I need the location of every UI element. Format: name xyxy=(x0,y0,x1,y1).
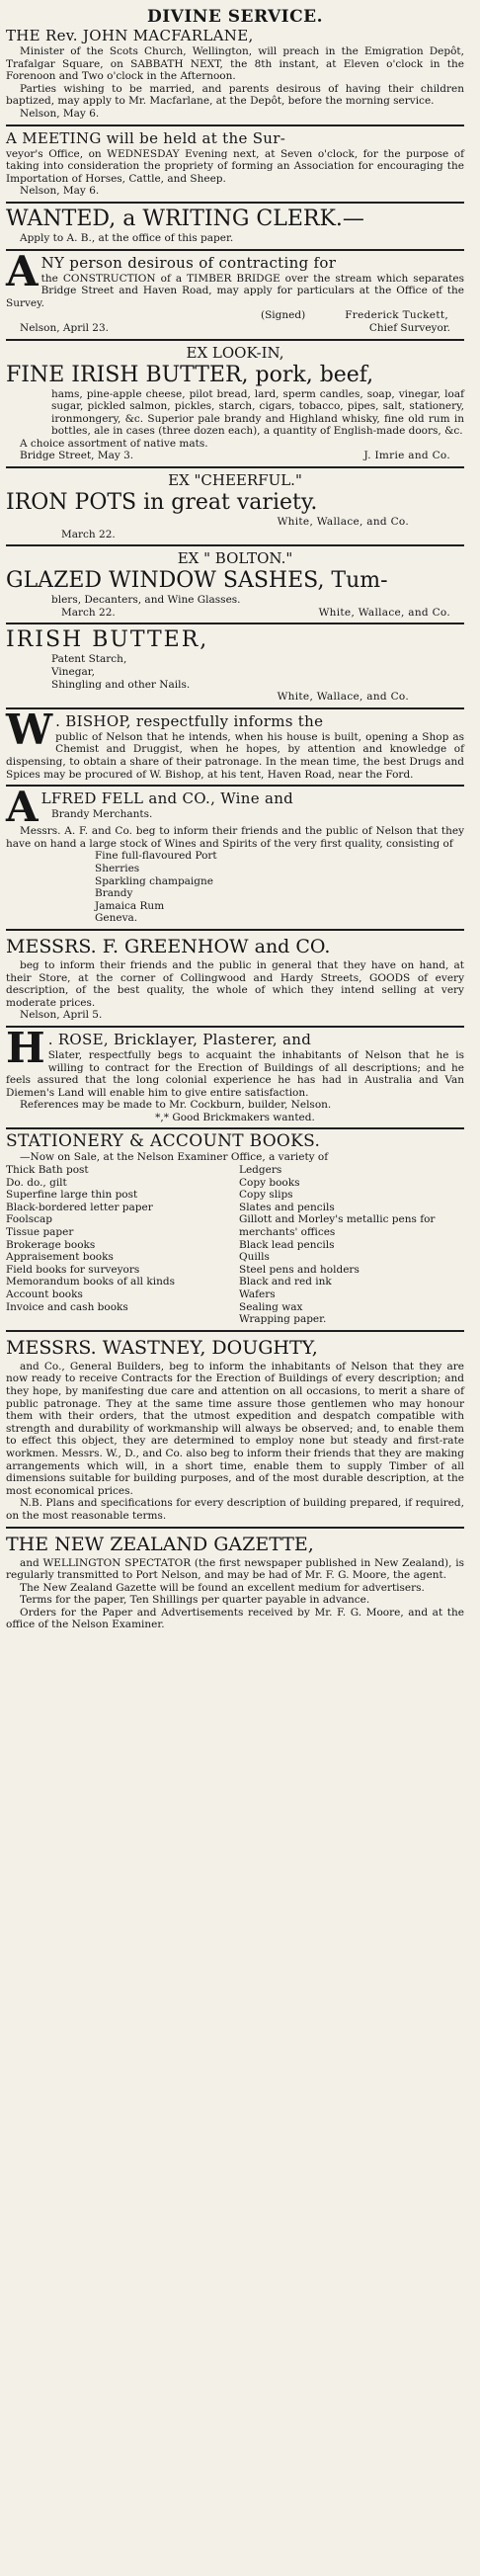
signer-role: Chief Surveyor. xyxy=(368,321,450,334)
list-item: Appraisement books xyxy=(6,1251,114,1264)
ad-greenhow xyxy=(6,929,464,1026)
ad-dateline: March 22. xyxy=(61,528,116,540)
ad-body: the CONSTRUCTION of a TIMBER BRIDGE over the stream which separates Bridge Street and Haven Road, may apply for particulars at the Office of the Survey. xyxy=(6,272,464,309)
drop-cap: W xyxy=(6,705,53,754)
ad-writing-clerk xyxy=(6,202,464,249)
list-item: Sealing wax xyxy=(239,1300,303,1313)
firm-row xyxy=(6,691,464,704)
dateline-row xyxy=(6,322,464,335)
item-list xyxy=(6,653,464,691)
firm-name: White, Wallace, and Co. xyxy=(277,516,409,529)
ship-name: EX "CHEERFUL." xyxy=(168,471,302,490)
list-item: Brandy xyxy=(95,887,133,900)
ad-body-secondary: The New Zealand Gazette will be found an excellent medium for advertisers. xyxy=(20,1581,425,1594)
ad-look-in xyxy=(6,339,464,467)
stationery-list xyxy=(6,1164,464,1326)
ad-dateline: Bridge Street, May 3. xyxy=(20,450,134,462)
ad-irish-butter xyxy=(6,623,464,706)
list-item: Black lead pencils xyxy=(239,1238,335,1251)
firm-row xyxy=(6,516,464,529)
ad-title: . ROSE, Bricklayer, Plasterer, and xyxy=(47,1030,312,1048)
ad-cheerful xyxy=(6,466,464,544)
list-item: Gillott and Morley's metallic pens for merchants' offices xyxy=(239,1213,436,1239)
list-item: Tissue paper xyxy=(6,1226,74,1239)
ad-body: and Co., General Builders, beg to inform the inhabitants of Nelson that they are now ready to receive Contracts for the Erection of Buildings of every description; and they hope, by manifesting due care and attention on all occasions, to merit a share of public patronage. They at the same time assure those gentlemen who may honour them with their orders, that the utmost expedition and despatch compatible with strength and durability of workmanship will always be observed; and, to enable them to effect this object, they are determined to employ none but steady and first-rate workmen. Messrs. W., D., and Co. also beg to inform their friends that they are making arrangements which will, in a short time, enable them to supply Timber of all dimensions suitable for building purposes, and of the most durable description, at the most economical prices. xyxy=(6,1360,464,1497)
signed-label: (Signed) xyxy=(261,309,306,322)
firm-name: White, Wallace, and Co. xyxy=(277,691,409,704)
ad-body-secondary: A choice assortment of native mats. xyxy=(20,437,208,450)
list-item: Memorandum books of all kinds xyxy=(6,1276,175,1288)
ad-title: THE Rev. JOHN MACFARLANE, xyxy=(6,27,254,44)
list-item: Brokerage books xyxy=(6,1238,96,1251)
ship-name: EX LOOK-IN, xyxy=(186,343,284,362)
list-item: Wrapping paper. xyxy=(239,1313,327,1326)
ad-title: GLAZED WINDOW SASHES, Tum- xyxy=(6,568,388,594)
section-heading: DIVINE SERVICE. xyxy=(146,7,324,27)
list-item: Do. do., gilt xyxy=(6,1176,67,1189)
list-item: Invoice and cash books xyxy=(6,1300,128,1313)
ad-body-secondary: References may be made to Mr. Cockburn, builder, Nelson. xyxy=(20,1099,332,1112)
dateline-row xyxy=(6,450,464,462)
ad-meeting xyxy=(6,125,464,202)
ad-body-secondary: N.B. Plans and specifications for every description of building prepared, if required, on the most reasonable terms. xyxy=(6,1497,464,1522)
list-item: Steel pens and holders xyxy=(239,1263,360,1276)
ad-rose-bricklayer xyxy=(6,1023,464,1128)
ad-subtitle: Brandy Merchants. xyxy=(51,808,153,821)
ad-note: *,* Good Brickmakers wanted. xyxy=(155,1111,315,1123)
list-item: Sherries xyxy=(95,862,140,874)
ad-bishop-chemist xyxy=(6,707,464,785)
ad-title: . BISHOP, respectfully informs the xyxy=(55,711,324,730)
list-item: Sparkling champaigne xyxy=(95,874,213,887)
list-item: Jamaica Rum xyxy=(95,899,165,912)
ad-title: MESSRS. F. GREENHOW and CO. xyxy=(6,935,331,957)
ad-body: Apply to A. B., at the office of this paper. xyxy=(20,231,234,244)
ad-divine-service xyxy=(6,4,464,125)
ad-dateline: Nelson, April 5. xyxy=(20,1009,103,1022)
ad-body: —Now on Sale, at the Nelson Examiner Office, a variety of xyxy=(20,1151,329,1164)
stationery-list-right xyxy=(239,1164,464,1326)
list-item: Black-bordered letter paper xyxy=(6,1201,153,1213)
list-item: Shingling and other Nails. xyxy=(51,678,191,691)
ship-name: EX " BOLTON." xyxy=(177,549,293,568)
drop-cap: A xyxy=(6,246,39,295)
drop-cap: A xyxy=(6,783,39,832)
ad-body: and WELLINGTON SPECTATOR (the first newspaper published in New Zealand), is regularly transmitted to Port Nelson, and may be had of Mr. F. G. Moore, the agent. xyxy=(6,1556,464,1582)
ad-title: NY person desirous of contracting for xyxy=(40,253,337,272)
ad-title: MESSRS. WASTNEY, DOUGHTY, xyxy=(6,1336,318,1359)
list-item: Fine full-flavoured Port xyxy=(95,850,217,863)
drop-cap: H xyxy=(6,1023,45,1072)
ad-body: beg to inform their friends and the public in general that they have on hand, at their Store, at the corner of Collingwood and Hardy Streets, GOODS of every description, of the best quality, the whole of which they intend selling at very moderate prices. xyxy=(6,958,464,1009)
ad-dateline: Nelson, April 23. xyxy=(20,321,109,334)
signer-name: Frederick Tuckett, xyxy=(345,309,448,322)
list-item: Foolscap xyxy=(6,1213,52,1226)
ad-body: blers, Decanters, and Wine Glasses. xyxy=(51,594,241,607)
ad-title: IRISH BUTTER, xyxy=(6,627,209,653)
ad-body: veyor's Office, on WEDNESDAY Evening next, at Seven o'clock, for the purpose of taking into consideration the propriety of forming an Association for encouraging the Importation of Horses, Cattle, and Sheep. xyxy=(6,147,464,185)
list-item: Account books xyxy=(6,1288,83,1300)
list-item: Wafers xyxy=(239,1288,276,1300)
ad-body: Messrs. A. F. and Co. beg to inform their friends and the public of Nelson that they have on hand a large stock of Wines and Spirits of the very first quality, consisting of xyxy=(6,825,464,850)
ad-terms: Terms for the paper, Ten Shillings per quarter payable in advance. xyxy=(20,1594,370,1607)
ad-dateline: March 22. xyxy=(61,606,116,619)
ad-body: public of Nelson that he intends, when his house is built, opening a Shop as Chemist and Druggist, when he hopes, by attention and knowledge of dispensing, to obtain a share of their patronage. In the mean time, the best Drugs and Spices may be procured of W. Bishop, at his tent, Haven Road, near the Ford. xyxy=(6,730,464,781)
list-item: Slates and pencils xyxy=(239,1201,335,1213)
list-item: Thick Bath post xyxy=(6,1164,89,1177)
item-list xyxy=(6,850,464,925)
ad-body: hams, pine-apple cheese, pilot bread, lard, sperm candles, soap, vinegar, loaf sugar, pickled salmon, pickles, starch, cigars, tobacco, pipes, salt, stationery, ironmongery, &c. Superior pale brandy and Highland whisky, fine old rum in bottles, ale in cases (three dozen each), a quantity of English-made doors, &c. xyxy=(51,387,464,438)
list-item: Geneva. xyxy=(95,912,138,925)
list-item: Field books for surveyors xyxy=(6,1263,140,1276)
list-item: Vinegar, xyxy=(51,666,95,679)
ad-title: LFRED FELL and CO., Wine and xyxy=(40,789,294,808)
ad-new-zealand-gazette xyxy=(6,1527,464,1636)
list-item: Copy slips xyxy=(239,1189,293,1202)
list-item: Black and red ink xyxy=(239,1276,332,1288)
ad-title: IRON POTS in great variety. xyxy=(6,490,318,516)
ad-body: Minister of the Scots Church, Wellington, will preach in the Emigration Depôt, Trafalgar Square, on SABBATH NEXT, the 8th instant, at Eleven o'clock in the Forenoon and Two o'clock in the Afternoon. xyxy=(6,45,464,83)
firm-name: White, Wallace, and Co. xyxy=(318,606,450,619)
list-item: Ledgers xyxy=(239,1164,282,1177)
ad-alfred-fell xyxy=(6,785,464,929)
firm-name: J. Imrie and Co. xyxy=(363,450,450,462)
list-item: Patent Starch, xyxy=(51,653,127,666)
list-item: Superfine large thin post xyxy=(6,1189,138,1202)
ad-body: Slater, respectfully begs to acquaint the inhabitants of Nelson that he is willing to contract for the Erection of Buildings of all descriptions; and he feels assured that the long colonial experience he has had in Australia and Van Diemen's Land will enable him to give entire satisfaction. xyxy=(6,1048,464,1099)
ad-title: STATIONERY & ACCOUNT BOOKS. xyxy=(6,1131,321,1152)
ad-title: FINE IRISH BUTTER, pork, beef, xyxy=(6,362,374,387)
ad-timber-bridge xyxy=(6,246,464,339)
ad-title: WANTED, a WRITING CLERK.— xyxy=(6,206,364,231)
ad-title: A MEETING will be held at the Sur- xyxy=(6,128,286,147)
ad-orders: Orders for the Paper and Advertisements received by Mr. F. G. Moore, and at the office of the Nelson Examiner. xyxy=(6,1606,464,1631)
ad-title: THE NEW ZEALAND GAZETTE, xyxy=(6,1533,314,1555)
ad-dateline: Nelson, May 6. xyxy=(20,185,100,198)
dateline-row xyxy=(6,607,464,620)
stationery-list-left xyxy=(6,1164,239,1326)
ad-bolton xyxy=(6,544,464,623)
ad-dateline: Nelson, May 6. xyxy=(20,107,100,120)
list-item: Quills xyxy=(239,1251,270,1264)
ad-stationery xyxy=(6,1127,464,1329)
ad-body-secondary: Parties wishing to be married, and parents desirous of having their children baptized, may apply to Mr. Macfarlane, at the Depôt, before the morning service. xyxy=(6,82,464,108)
ad-wastney-doughty xyxy=(6,1330,464,1527)
list-item: Copy books xyxy=(239,1176,300,1189)
signature-line xyxy=(6,309,464,322)
